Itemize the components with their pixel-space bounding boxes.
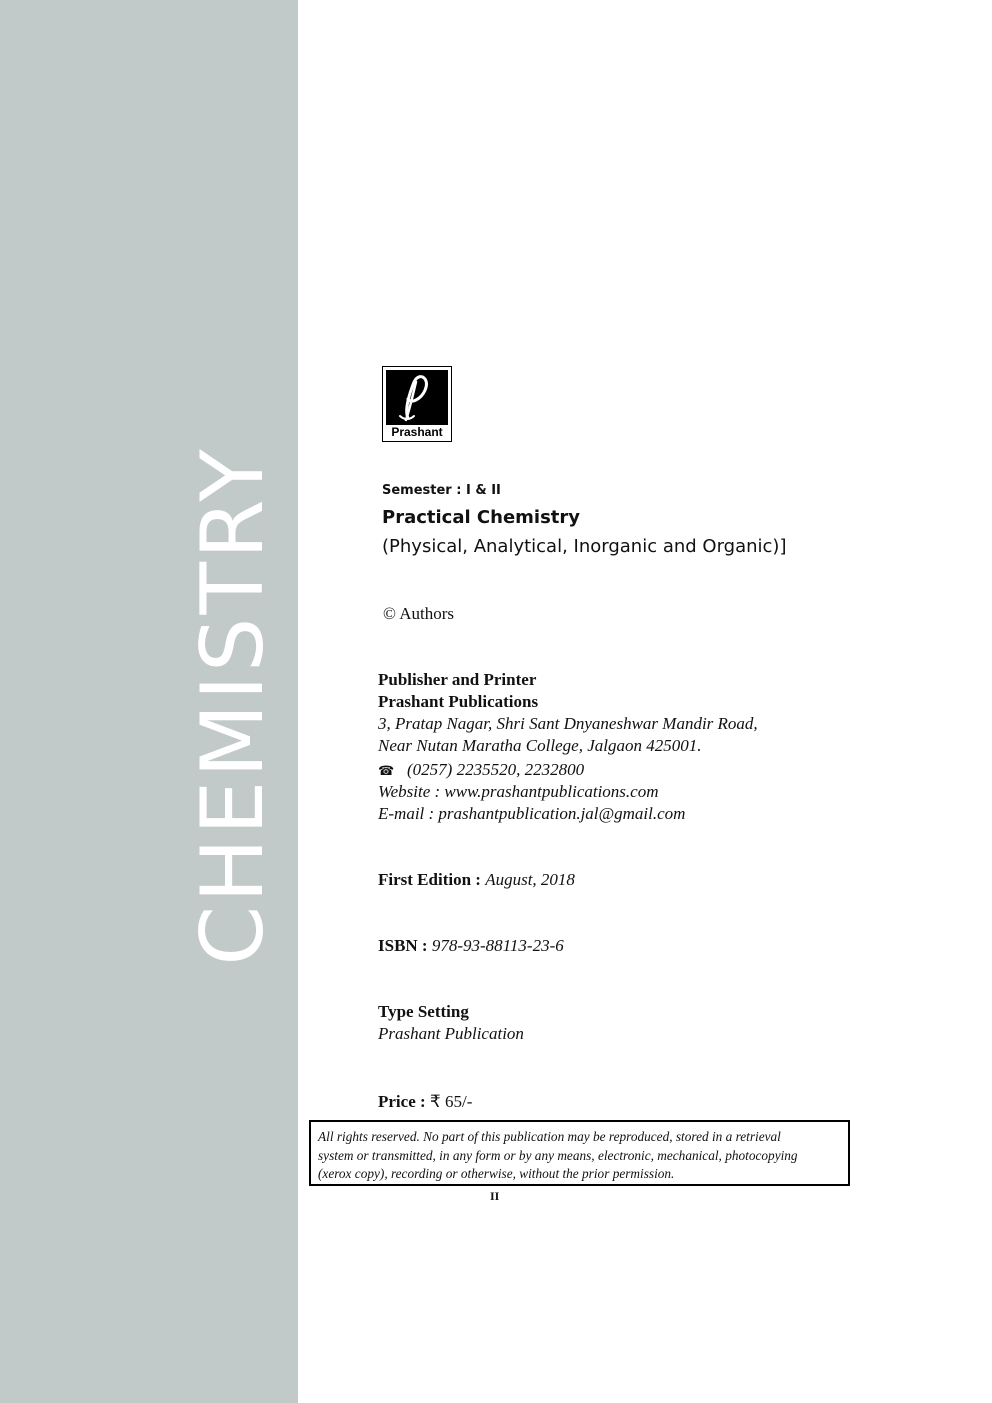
typesetting-label: Type Setting	[378, 1002, 469, 1021]
side-panel	[0, 0, 298, 1403]
price-label: Price :	[378, 1092, 426, 1111]
website-line: Website : www.prashantpublications.com	[378, 782, 659, 801]
page-number: II	[490, 1189, 500, 1203]
rights-notice	[309, 1120, 850, 1186]
edition-value: August, 2018	[485, 870, 575, 889]
isbn-value: 978-93-88113-23-6	[431, 936, 564, 955]
logo-monogram-icon	[386, 370, 448, 425]
sidebar-title: CHEMISTRY	[183, 446, 283, 966]
typesetting-value: Prashant Publication	[378, 1024, 524, 1043]
edition-row	[378, 870, 575, 890]
publisher-name: Prashant Publications	[378, 692, 539, 711]
copyright-line: © Authors	[383, 604, 455, 623]
email-line: E-mail : prashantpublication.jal@gmail.com	[378, 804, 686, 823]
logo-wordmark: Prashant	[391, 425, 443, 439]
phone-number: (0257) 2235520, 2232800	[407, 760, 585, 779]
isbn-label: ISBN :	[378, 936, 428, 955]
phone-row	[378, 760, 584, 780]
publisher-heading: Publisher and Printer	[378, 670, 537, 689]
publisher-logo	[382, 366, 452, 442]
price-value: ₹ 65/-	[429, 1092, 473, 1111]
address-line-2: Near Nutan Maratha College, Jalgaon 425001.	[378, 736, 702, 755]
rights-line-2: system or transmitted, in any form or by any means, electronic, mechanical, photocopying	[318, 1147, 798, 1163]
edition-label: First Edition :	[378, 870, 481, 889]
isbn-row	[378, 936, 564, 956]
price-row	[378, 1092, 472, 1112]
rights-line-3: (xerox copy), recording or otherwise, without the prior permission.	[318, 1166, 675, 1181]
book-subtitle: (Physical, Analytical, Inorganic and Organic)]	[382, 536, 787, 557]
semester-line: Semester : I & II	[382, 483, 501, 498]
address-line-1: 3, Pratap Nagar, Shri Sant Dnyaneshwar Mandir Road,	[378, 714, 758, 733]
phone-icon: ☎	[378, 764, 395, 779]
rights-line-1: All rights reserved. No part of this publication may be reproduced, stored in a retrieval	[318, 1129, 781, 1144]
book-title: Practical Chemistry	[382, 507, 580, 528]
